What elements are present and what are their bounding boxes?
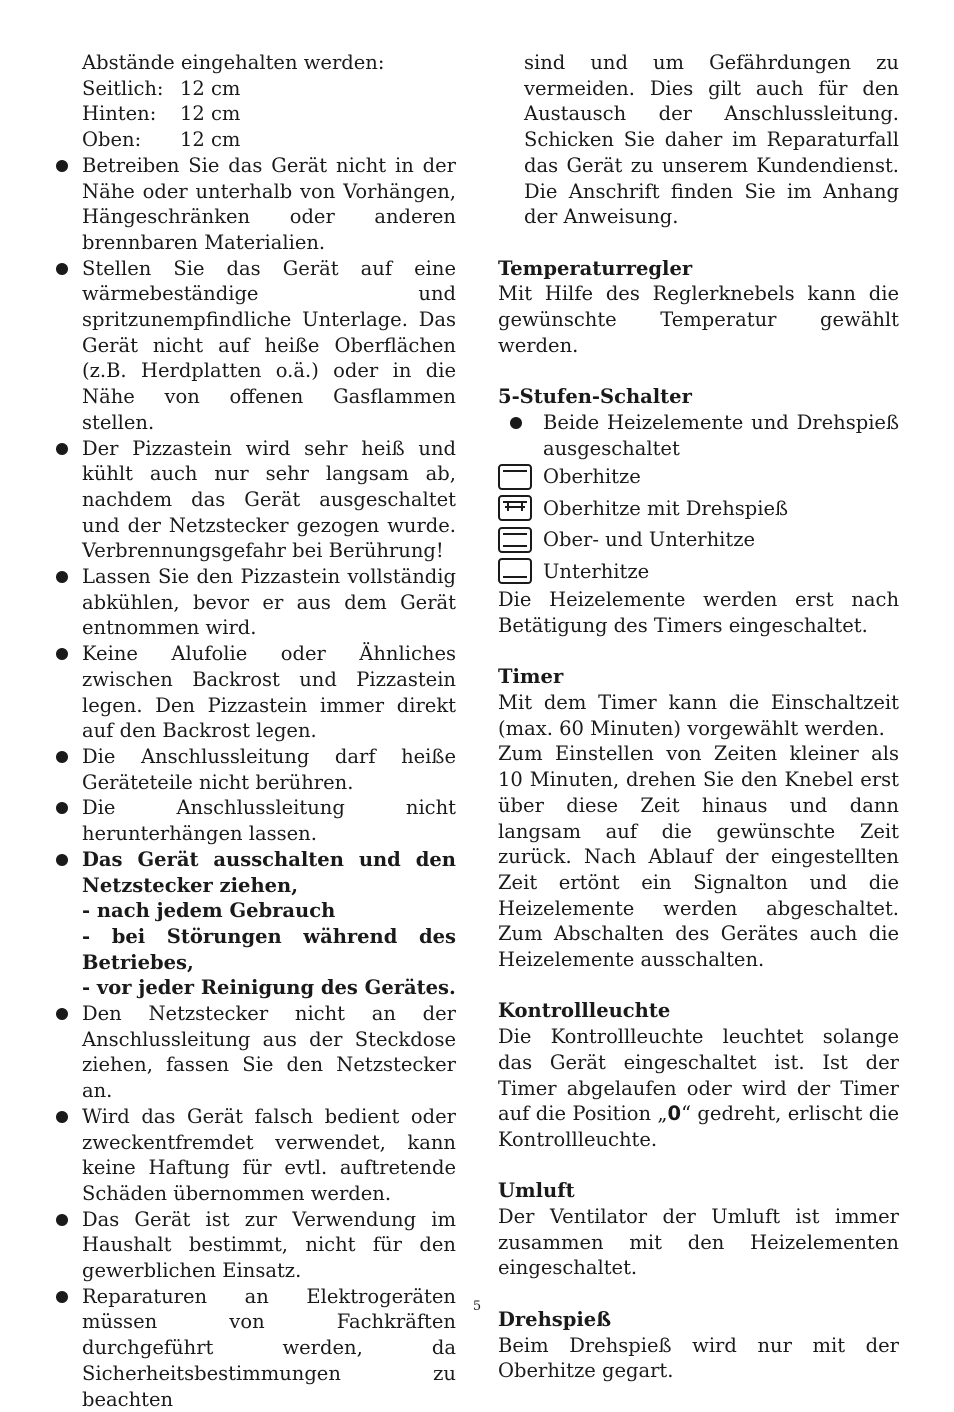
timer-text: Zum Einstellen von Zeiten kleiner als 10 Minuten, drehen Sie den Knebel erst über diese Zeit hinaus und dann langsam auf die gewünschte Zeit zurück. Nach Ablauf der eingestellten Zeit ertönt ein Signalton und die Heizelemente werden abgeschaltet. Zum Abschalten des Gerätes auch die Heizelemente ausschalten. [498,742,899,972]
top-bottom-heat-icon [498,527,532,553]
lamp-text [498,1024,899,1153]
temperature-text: Mit Hilfe des Reglerknebels kann die gewünschte Temperatur gewählt werden. [498,282,899,357]
distance-intro: Abstände eingehalten werden: [82,51,385,74]
unplug-case: - bei Störungen während des Betriebes, [82,924,456,974]
unplug-case: - nach jedem Gebrauch [82,899,336,923]
safety-bullet: Reparaturen an Elektrogeräten müssen von Fachkräften durchgeführt werden, da Sicherheitsbestimmungen zu beachten [56,1284,456,1412]
switch-mode-top-bottom-heat [498,524,899,556]
unplug-warning: Das Gerät ausschalten und den Netzstecker ziehen, [56,847,456,898]
switch-mode-label: Oberhitze mit Drehspieß [543,496,789,520]
timer-text: Mit dem Timer kann die Einschaltzeit (max. 60 Minuten) vorgewählt werden. [498,691,899,740]
section-heading-timer: Timer [498,665,564,689]
lamp-zero: 0 [667,1102,682,1126]
spit-text: Beim Drehspieß wird nur mit der Oberhitze gegart. [498,1333,899,1383]
switch-note: Die Heizelemente werden erst nach Betätigung des Timers eingeschaltet. [498,588,899,637]
lamp-text-a: Die Kontrollleuchte leuchtet solange das Gerät eingeschaltet ist. Ist der Timer abgelaufen oder wird der Timer auf die Position „ [498,1025,899,1126]
safety-bullet: Der Pizzastein wird sehr heiß und kühlt auch nur sehr langsam ab, nachdem das Gerät ausgeschaltet und der Netzstecker gezogen wurde. Verbrennungsgefahr bei Berührung! [56,436,456,565]
switch-off-item: Beide Heizelemente und Drehspieß ausgeschaltet [498,410,899,461]
distance-row-top [56,127,456,153]
section-heading-temperature: Temperaturregler [498,256,693,280]
distance-row-back [56,101,456,127]
safety-bullet: Keine Alufolie oder Ähnliches zwischen Backrost und Pizzastein legen. Den Pizzastein immer direkt auf den Backrost legen. [56,641,456,744]
fan-text: Der Ventilator der Umluft ist immer zusammen mit den Heizelementen eingeschaltet. [498,1205,899,1280]
safety-bullet: Stellen Sie das Gerät auf eine wärmebeständige und spritzunempfindliche Unterlage. Das Gerät nicht auf heiße Oberflächen (z.B. Herdplatten o.ä.) oder in die Nähe von offenen Gasflammen stellen. [56,256,456,436]
left-column [56,50,456,1412]
switch-mode-label: Ober- und Unterhitze [543,528,756,552]
section-heading-spit: Drehspieß [498,1307,612,1331]
safety-bullet: Die Anschlussleitung nicht herunterhängen lassen. [56,795,456,846]
switch-mode-label: Unterhitze [543,559,650,583]
repair-continuation: sind und um Gefährdungen zu vermeiden. Dies gilt auch für den Austausch der Anschlussleitung. Schicken Sie daher im Reparaturfall das Gerät zu unserem Kundendienst. Die Anschrift finden Sie im Anhang der Anweisung. [524,51,899,229]
top-heat-icon [498,464,532,490]
right-column [498,50,899,1384]
page-number: 5 [472,1299,482,1314]
safety-bullet: Lassen Sie den Pizzastein vollständig abkühlen, bevor er aus dem Gerät entnommen wird. [56,564,456,641]
safety-bullet: Wird das Gerät falsch bedient oder zweckentfremdet verwendet, kann keine Haftung für evtl. auftretende Schäden übernommen werden. [56,1104,456,1207]
distance-row-side [56,76,456,102]
lamp-text-b: “ gedreht, erlischt die Kontrollleuchte. [498,1102,899,1151]
switch-mode-top-heat-rotisserie [498,493,899,525]
switch-mode-bottom-heat [498,556,899,588]
distance-value: 12 cm [180,128,241,152]
distance-label: Oben: [82,128,142,152]
section-heading-lamp: Kontrollleuchte [498,999,671,1023]
distance-value: 12 cm [180,102,241,126]
top-heat-rotisserie-icon [498,495,532,521]
bottom-heat-icon [498,558,532,584]
safety-bullet: Betreiben Sie das Gerät nicht in der Nähe oder unterhalb von Vorhängen, Hängeschränken oder anderen brennbaren Materialien. [56,153,456,256]
switch-mode-label: Oberhitze [543,465,641,489]
section-heading-fan: Umluft [498,1179,575,1203]
distance-label: Hinten: [82,102,157,126]
safety-bullet: Das Gerät ist zur Verwendung im Haushalt bestimmt, nicht für den gewerblichen Einsatz. [56,1207,456,1284]
safety-bullet: Den Netzstecker nicht an der Anschlussleitung aus der Steckdose ziehen, fassen Sie den Netzstecker an. [56,1001,456,1104]
unplug-case: - vor jeder Reinigung des Gerätes. [82,976,456,1000]
switch-mode-top-heat [498,461,899,493]
section-heading-switch: 5-Stufen-Schalter [498,385,692,409]
safety-bullet: Die Anschlussleitung darf heiße Geräteteile nicht berühren. [56,744,456,795]
distance-label: Seitlich: [82,76,164,100]
distance-value: 12 cm [180,76,241,100]
